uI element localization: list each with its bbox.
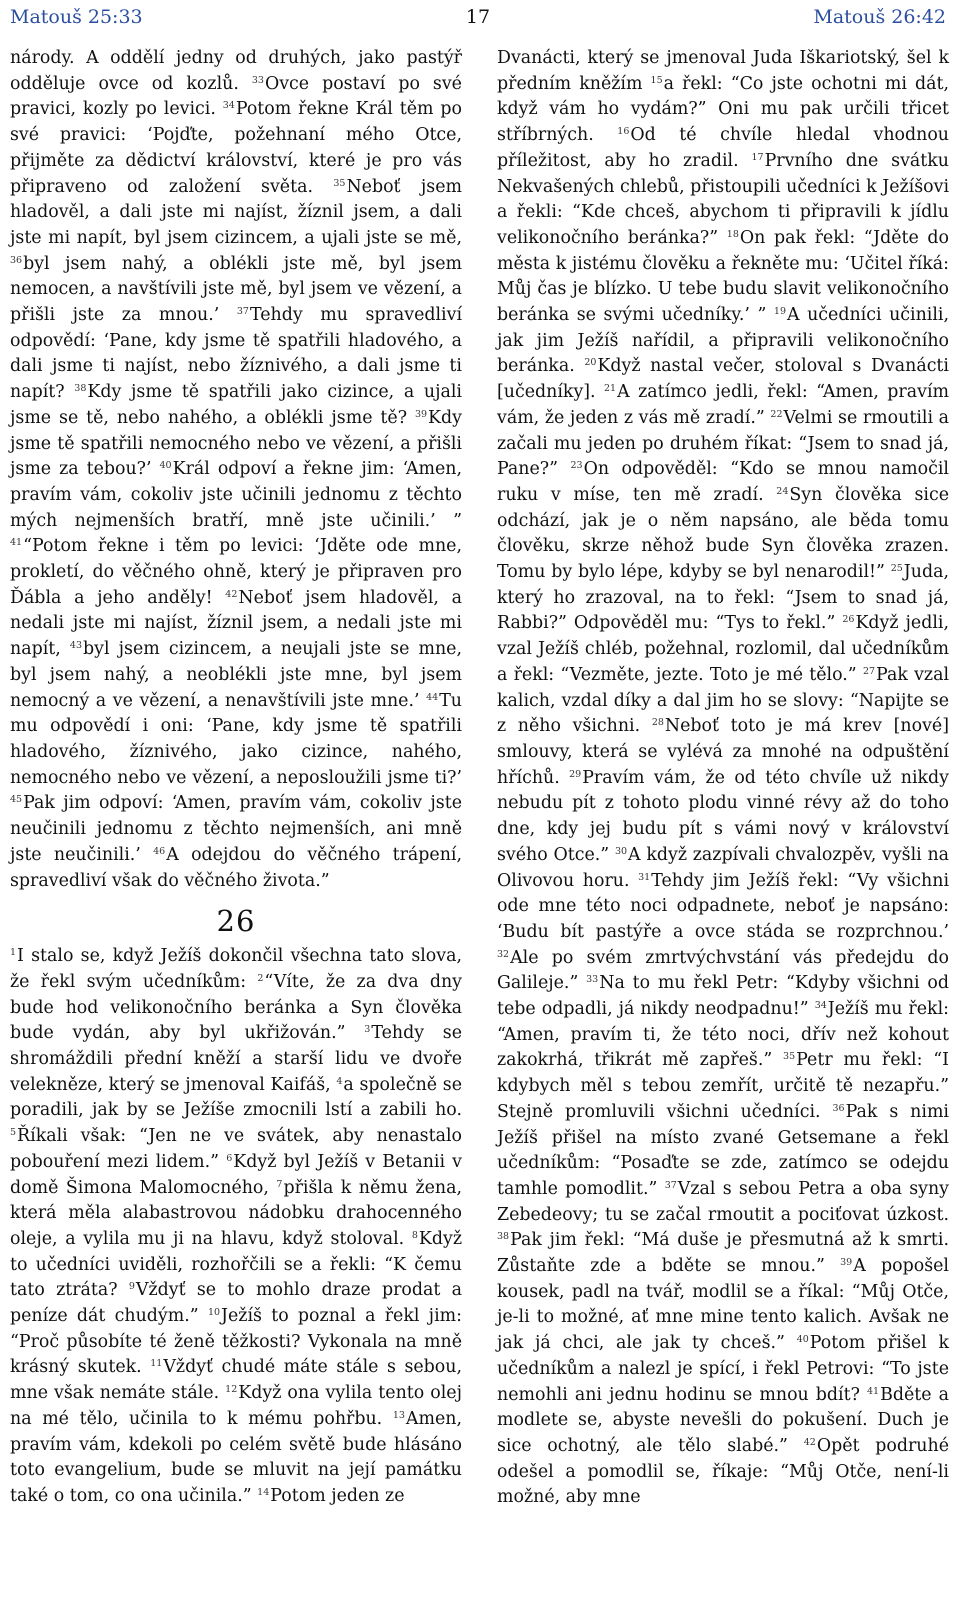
- verse-number: 37: [236, 306, 249, 318]
- verse-number: 31: [638, 871, 651, 883]
- verse-text: Když jedli, vzal Ježíš chléb, požehnal, rozlomil, dal učedníkům a řekl: “Vezměte, jezte. Toto je mé tělo.”: [497, 613, 950, 685]
- verse-text: Ježíš to poznal a řekl jim: “Proč působíte té ženě těžkosti? Vykonala na mně krásný skutek.: [10, 1306, 462, 1378]
- verse-number: 19: [773, 306, 786, 318]
- verse-number: 18: [726, 228, 739, 240]
- verse-text: a společně se poradili, jak by se Ježíše zmocnili lstí a zabili ho.: [10, 1074, 462, 1121]
- verse-number: 42: [803, 1436, 816, 1448]
- verse-number: 32: [497, 948, 510, 960]
- verse-text: Amen, pravím vám, kdekoli po celém světě bude hlásáno toto evangelium, bude se mluvit na její památku také o tom, co ona učinila.”: [10, 1408, 462, 1506]
- verse-number: 39: [840, 1257, 853, 1269]
- verse-number: 13: [392, 1409, 405, 1421]
- verse-number: 28: [651, 717, 664, 729]
- verse-number: 34: [222, 100, 235, 112]
- verse-text: Pak jim řekl: “Má duše je přesmutná až k smrti. Zůstaňte zde a bděte se mnou.”: [497, 1230, 949, 1277]
- verse-text: národy. A oddělí jedny od druhých, jako pastýř odděluje ovce od kozlů.: [10, 48, 462, 94]
- verse-number: 37: [664, 1179, 677, 1191]
- verse-number: 38: [497, 1231, 510, 1243]
- verse-number: 1: [10, 947, 17, 959]
- verse-text: Říkali však: “Jen ne ve svátek, aby nenastalo pobouření mezi lidem.”: [10, 1126, 462, 1172]
- verse-text: Pak vzal kalich, vzdal díky a dal jim ho se slovy: “Napijte se z něho všichni.: [497, 664, 950, 737]
- verse-text: Vždyť chudé máte stále s sebou, mne však nemáte stále.: [10, 1357, 462, 1404]
- left-column: [10, 46, 462, 1510]
- verse-number: 17: [751, 151, 764, 163]
- verse: [10, 382, 462, 428]
- verse-number: 41: [10, 537, 23, 549]
- verse-text: Na to mu řekl Petr: “Kdyby všichni od tebe odpadli, já nikdy neodpadnu!”: [497, 973, 950, 1020]
- verse-number: 33: [251, 74, 264, 86]
- verse-number: 39: [414, 408, 428, 420]
- verse-text: Od té chvíle hledal vhodnou příležitost, aby ho zradil.: [497, 125, 950, 171]
- verse-text: Dvanácti, který se jmenoval Juda Iškariotský, šel k předním kněžím: [497, 48, 949, 94]
- verse-number: 26: [842, 614, 855, 626]
- verse-number: 38: [74, 383, 87, 395]
- verse-text: Když ona vylila tento olej na mé tělo, učinila to k mému pohřbu.: [10, 1383, 462, 1429]
- verse-number: 5: [10, 1127, 17, 1139]
- verse-text: A odejdou do věčného trápení, spravedliví však do věčného života.”: [10, 844, 463, 891]
- verse-text: Potom řekne Král těm po své pravici: ‘Pojďte, požehnaní mého Otce, přijměte za dědictví království, které je pro vás připraveno od založení světa.: [10, 99, 462, 197]
- verse-number: 23: [570, 460, 583, 472]
- page-header: [10, 6, 946, 32]
- verse-text: Když to učedníci uviděli, rozhořčili se a řekli: “K čemu tato ztráta?: [10, 1228, 462, 1301]
- verse-text: A popošel kousek, padl na tvář, modlil se a říkal: “Můj Otče, je-li to možné, ať mne mine tento kalich. Avšak ne jak já chci, ale jak ty chceš.”: [497, 1256, 949, 1354]
- verse-number: 34: [814, 1000, 827, 1012]
- verse-number: 40: [159, 460, 172, 472]
- verse-number: 21: [604, 383, 617, 395]
- verse-text: Petr mu řekl: “I kdybych měl s tebou zemřít, určitě tě nezapřu.” Stejně promluvili všichni učedníci.: [497, 1050, 949, 1122]
- verse-number: 36: [832, 1102, 845, 1114]
- verse-number: 25: [890, 563, 903, 575]
- verse-number: 42: [225, 588, 238, 600]
- verse-number: 20: [584, 357, 597, 369]
- verse-number: 9: [128, 1281, 135, 1293]
- verse-number: 2: [257, 972, 264, 984]
- verse-text: Potom přišel k učedníkům a nalezl je spící, i řekl Petrovi: “To jste nemohli ani jednu hodinu se mnou bdít?: [497, 1333, 950, 1405]
- verse-text: “Potom řekne i těm po levici: ‘Jděte ode mne, prokletí, do věčného ohně, který je připraven pro Ďábla a jeho anděly!: [10, 536, 462, 608]
- verse-text: Tehdy jim Ježíš řekl: “Vy všichni ode mne této noci odpadnete, neboť je napsáno: ‘Budu bít pastýře a ovce stáda se rozprchnou.’: [497, 870, 950, 942]
- verse-text: Vzal s sebou Petra a oba syny Zebedeovy; tu se začal rmoutit a pociťovat úzkost.: [497, 1178, 950, 1225]
- verse-text: Neboť jsem hladověl, a dali jste mi najíst, žíznil jsem, a dali jste mi napít, byl jsem cizincem, a ujali jste se mě,: [10, 176, 462, 248]
- page-number: 17: [465, 6, 491, 28]
- verse: [10, 639, 462, 710]
- verse-text: A učedníci učinili, jak jim Ježíš nařídil, a připravili velikonočního beránka.: [497, 305, 949, 377]
- verse-number: 4: [336, 1075, 343, 1087]
- verse-number: 16: [617, 126, 630, 138]
- paragraph: [10, 944, 462, 1509]
- verse-text: “Víte, že za dva dny bude hod velikonočního beránka a Syn člověka bude vydán, aby byl ukřižován.”: [10, 971, 462, 1044]
- verse-text: Tehdy mu spravedliví odpovědí: ‘Pane, kdy jsme tě spatřili hladového, a dali jsme ti najíst, nebo žíznivého, a dali jsme ti napít?: [10, 305, 463, 403]
- verse-number: 44: [426, 691, 439, 703]
- verse-number: 22: [770, 408, 783, 420]
- verse-text: Kdy jsme tě spatřili nemocného nebo ve vězení, a přišli jsme za tebou?’: [10, 407, 462, 480]
- verse-number: 29: [569, 768, 582, 780]
- verse-text: On pak řekl: “Jděte do města k jistému člověku a řekněte mu: ‘Učitel říká: Můj čas je blízko. U tebe budu slavit velikonočního beránka se svými učedníky.’ ”: [497, 227, 950, 326]
- verse-text: Pravím vám, že od této chvíle už nikdy nebudu pít z tohoto plodu vinné révy až do toho dne, kdy jej budu pít s vámi nový v království svého Otce.”: [497, 767, 949, 865]
- verse-number: 36: [10, 254, 23, 266]
- verse-number: 14: [257, 1486, 270, 1498]
- verse-number: 40: [796, 1334, 809, 1346]
- verse-text: Vždyť se to mohlo draze prodat a peníze dát chudým.”: [10, 1280, 463, 1327]
- verse-text: Potom jeden ze: [270, 1485, 405, 1506]
- verse-number: 3: [364, 1024, 371, 1036]
- verse-text: Opět podruhé odešel a pomodlil se, říkaje: “Můj Otče, není-li možné, aby mne: [497, 1435, 949, 1508]
- verse-number: 10: [207, 1307, 221, 1319]
- verse-text: Prvního dne svátku Nekvašených chlebů, přistoupili učedníci k Ježíšovi a řekli: “Kde chceš, abychom ti připravili k jídlu velikonočního beránka?”: [497, 150, 949, 248]
- verse-number: 43: [69, 640, 82, 652]
- verse-text: byl jsem nahý, a oblékli jste mě, byl jsem nemocen, a navštívili jste mě, byl jsem ve vězení, a přišli jste za mnou.’: [10, 253, 462, 326]
- verse-number: 8: [411, 1229, 418, 1241]
- verse-text: byl jsem cizincem, a neujali jste se mne, byl jsem nahý, a neoblékli jste mne, byl jsem nemocný a ve vězení, a nenavštívili jste mne.’: [10, 639, 463, 711]
- verse-number: 6: [226, 1152, 233, 1164]
- verse-text: Pak s nimi Ježíš přišel na místo zvané Getsemane a řekl učedníkům: “Posaďte se zde, zatímco se odejdu tamhle pomodlit.”: [497, 1101, 949, 1199]
- verse-text: Velmi se rmoutili a začali mu jeden po druhém říkat: “Jsem to snad já, Pane?”: [497, 407, 950, 480]
- verse-number: 27: [862, 665, 876, 677]
- verse-text: Král odpoví a řekne jim: ‘Amen, pravím vám, cokoliv jste učinili jednomu z těchto mých nejmenších bratří, mně jste učinili.’ ”: [10, 459, 462, 531]
- verse-text: Tehdy se shromáždili přední kněží a starší lidu ve dvoře velekněze, který se jmenoval Kaifáš,: [10, 1023, 462, 1095]
- verse-text: Neboť jsem hladověl, a nedali jste mi najíst, žíznil jsem, a nedali jste mi napít,: [10, 587, 462, 660]
- chapter-heading: 26: [216, 904, 256, 939]
- verse-text: přišla k němu žena, která měla alabastrovou nádobku drahocenného oleje, a vylila mu ji na hlavu, když stoloval.: [10, 1177, 463, 1249]
- verse-number: 45: [10, 794, 23, 806]
- verse-number: 35: [333, 177, 346, 189]
- paragraph: [10, 46, 462, 894]
- verse-number: 33: [586, 974, 599, 986]
- verse-number: 35: [783, 1051, 796, 1063]
- verse-text: Neboť toto je má krev [nové] smlouvy, která se vylévá za mnohé na odpuštění hříchů.: [497, 716, 949, 788]
- verse-text: A zatímco jedli, řekl: “Amen, pravím vám, že jeden z vás mě zradí.”: [497, 382, 949, 428]
- verse-text: Když byl Ježíš v Betanii v domě Šimona Malomocného,: [10, 1151, 463, 1198]
- verse-number: 12: [225, 1384, 238, 1396]
- verse-number: 7: [276, 1178, 283, 1190]
- paragraph: [497, 46, 949, 1511]
- verse-text: On odpověděl: “Kdo se mnou namočil ruku v míse, ten mě zradí.: [497, 459, 949, 505]
- verse-number: 11: [150, 1358, 163, 1370]
- verse-number: 41: [867, 1385, 880, 1397]
- header-left-reference: Matouš 25:33: [10, 6, 143, 28]
- verse-text: Když nastal večer, stoloval s Dvanácti [učedníky].: [497, 356, 949, 403]
- verse-text: Ale po svém zmrtvýchvstání vás předejdu do Galileje.”: [497, 947, 949, 994]
- verse-text: Pak jim odpoví: ‘Amen, pravím vám, cokoliv jste neučinili jednomu z těchto nejmenších, ani mně jste neučinili.’: [10, 793, 462, 865]
- verse-number: 15: [650, 74, 663, 86]
- verse-number: 24: [776, 485, 789, 497]
- verse-number: 46: [153, 845, 166, 857]
- verse-text: Syn člověka sice odchází, jak je o něm napsáno, ale běda tomu člověku, skrze něhož bude Syn člověka zrazen. Tomu by bylo lépe, kdyby se byl nenarodil!”: [497, 484, 950, 583]
- verse-text: Juda, který ho zrazoval, na to řekl: “Jsem to snad já, Rabbi?” Odpověděl mu: “Tys to řekl.”: [497, 562, 949, 634]
- verse: [257, 1486, 404, 1506]
- verse-text: Ovce postaví po své pravici, kozly po levici.: [10, 73, 462, 120]
- verse-text: Ježíš mu řekl: “Amen, pravím ti, že této noci, dřív než kohout zakokrhá, třikrát mě zapřeš.”: [497, 999, 949, 1071]
- verse-text: Bděte a modlete se, abyste nevešli do pokušení. Duch je sice ochotný, ale tělo slabé.”: [497, 1384, 949, 1456]
- verse-text: a řekl: “Co jste ochotni mi dát, když vám ho vydám?” Oni mu pak určili třicet stříbrných.: [497, 73, 949, 146]
- verse-text: A když zazpívali chvalozpěv, vyšli na Olivovou horu.: [497, 844, 950, 891]
- header-right-reference: Matouš 26:42: [813, 6, 946, 28]
- right-column: [497, 46, 949, 1511]
- verse-text: Tu mu odpovědí i oni: ‘Pane, kdy jsme tě spatřili hladového, žíznivého, jako cizince, nahého, nemocného nebo ve vězení, a neposloužili jsme ti?’: [10, 690, 463, 788]
- verse-text: I stalo se, když Ježíš dokončil všechna tato slova, že řekl svým učedníkům:: [10, 946, 462, 992]
- verse-text: Kdy jsme tě spatřili jako cizince, a ujali jsme se tě, nebo nahého, a oblékli jsme tě?: [10, 382, 462, 428]
- verse-number: 30: [614, 845, 628, 857]
